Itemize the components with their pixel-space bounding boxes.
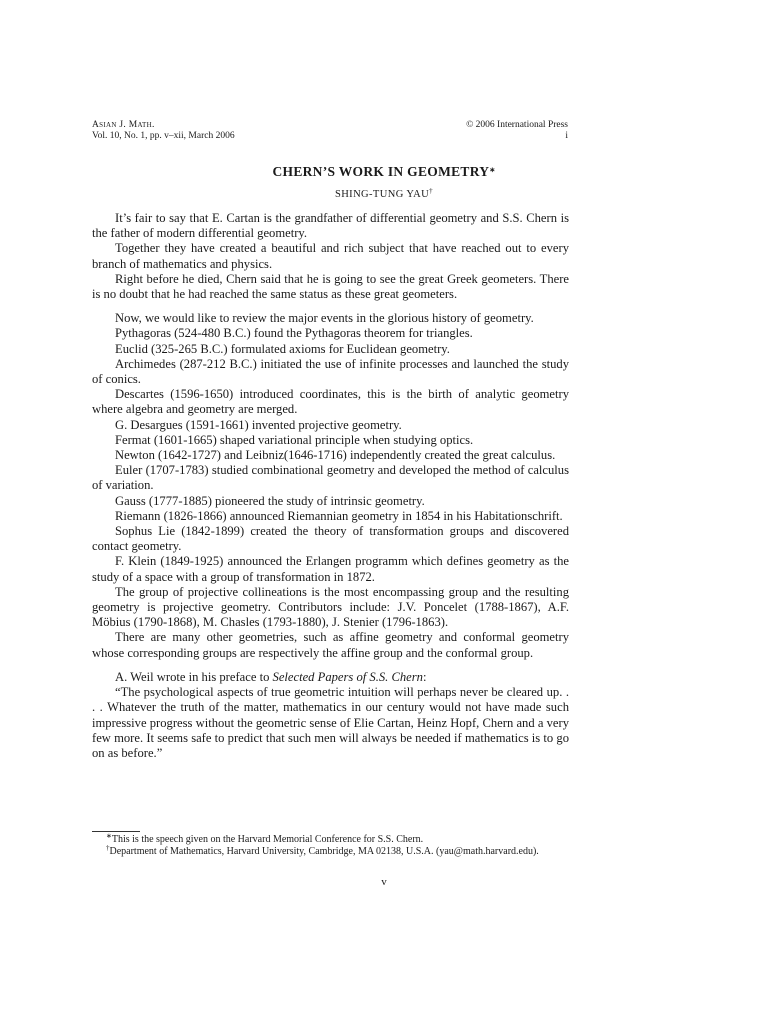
- paragraph: Euler (1707-1783) studied combinational geometry and developed the method of calculus of variation.: [92, 463, 569, 493]
- footnote-text: Department of Mathematics, Harvard University, Cambridge, MA 02138, U.S.A. (yau@math.harvard.edu).: [109, 846, 539, 858]
- weil-paragraph: [92, 670, 569, 685]
- paragraph: Sophus Lie (1842-1899) created the theory of transformation groups and discovered contact geometry.: [92, 524, 569, 554]
- paragraph: Riemann (1826-1866) announced Riemannian geometry in 1854 in his Habitationschrift.: [115, 508, 563, 523]
- author-footnote-mark: †: [429, 187, 434, 195]
- paragraph: Archimedes (287-212 B.C.) initiated the use of infinite processes and launched the study of conics.: [92, 356, 569, 387]
- paragraph: Together they have created a beautiful and rich subject that have reached out to every branch of mathematics and physics.: [92, 241, 569, 271]
- weil-lead: A. Weil wrote in his preface to: [115, 669, 273, 684]
- paragraph: Fermat (1601-1665) shaped variational principle when studying optics.: [115, 432, 474, 447]
- author-line: [0, 189, 768, 200]
- journal-name: Asian J. Math.: [92, 120, 155, 130]
- footnote-text: This is the speech given on the Harvard Memorial Conference for S.S. Chern.: [111, 834, 424, 845]
- paragraph: F. Klein (1849-1925) announced the Erlangen programm which defines geometry as the study of a space with a group of transformation in 1872.: [92, 554, 569, 584]
- paragraph: Pythagoras (524-480 B.C.) found the Pythagoras theorem for triangles.: [115, 326, 473, 341]
- paragraph: Euclid (325-265 B.C.) formulated axioms for Euclidean geometry.: [115, 341, 450, 356]
- running-header-left: [92, 120, 235, 142]
- footnote-rule: [92, 831, 140, 832]
- weil-colon: :: [422, 669, 427, 684]
- running-header-right: [466, 120, 568, 142]
- copyright-notice: © 2006 International Press: [466, 120, 568, 130]
- paper-title: [0, 164, 768, 180]
- header-page-roman: i: [565, 131, 568, 141]
- paper-title-text: CHERN’S WORK IN GEOMETRY: [272, 164, 490, 179]
- paragraph: Descartes (1596-1650) introduced coordinates, this is the birth of analytic geometry where algebra and geometry are merged.: [92, 387, 569, 417]
- paragraph: There are many other geometries, such as affine geometry and conformal geometry whose corresponding groups are respectively the affine group and the conformal group.: [92, 630, 569, 660]
- body-text: [92, 211, 569, 761]
- book-title: Selected Papers of S.S. Chern: [272, 669, 423, 684]
- paragraph: Right before he died, Chern said that he is going to see the great Greek geometers. There is no doubt that he had reached the same status as these great geometers.: [92, 271, 569, 302]
- paragraph: It’s fair to say that E. Cartan is the grandfather of differential geometry and S.S. Chern is the father of modern differential geometry.: [92, 211, 569, 241]
- paragraph: Now, we would like to review the major events in the glorious history of geometry.: [115, 311, 534, 326]
- footnote-mark: ∗: [106, 832, 112, 840]
- footnote: [92, 846, 569, 858]
- volume-info: Vol. 10, No. 1, pp. v–xii, March 2006: [92, 131, 235, 141]
- footnote: [92, 834, 569, 846]
- weil-quote: “The psychological aspects of true geometric intuition will perhaps never be cleared up. . . . Whatever the truth of the matter, mathematics in our century would not have made such impressive progress without the geometric sense of Elie Cartan, Heinz Hopf, Chern and a very few more. It seems safe to predict that such men will always be needed if mathematics is to go on as before.”: [92, 685, 569, 760]
- footnotes: [92, 834, 569, 859]
- paragraph: G. Desargues (1591-1661) invented projective geometry.: [115, 417, 402, 432]
- footnote-mark: †: [106, 844, 110, 853]
- author-name: SHING-TUNG YAU: [334, 189, 430, 200]
- page-number: v: [381, 876, 387, 888]
- paragraph: Gauss (1777-1885) pioneered the study of intrinsic geometry.: [115, 493, 425, 508]
- paragraph: The group of projective collineations is the most encompassing group and the resulting geometry is projective geometry. Contributors include: J.V. Poncelet (1788-1867), A.F. Möbius (1790-1868), M. Chasles (1793-1880), J. Stenier (1796-1863).: [92, 584, 569, 630]
- paragraph: Newton (1642-1727) and Leibniz(1646-1716) independently created the great calculus.: [115, 448, 556, 463]
- title-footnote-mark: ∗: [489, 166, 496, 174]
